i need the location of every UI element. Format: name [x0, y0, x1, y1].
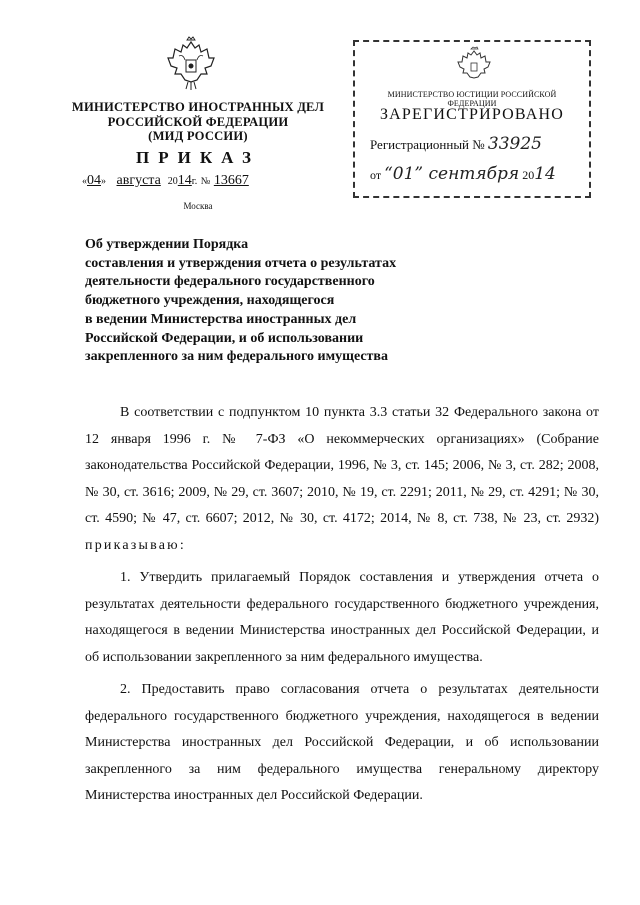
document-date-number: [82, 173, 249, 189]
stamp-ministry: МИНИСТЕРСТВО ЮСТИЦИИ РОССИЙСКОЙ ФЕДЕРАЦИИ: [387, 90, 557, 108]
date-century: 20: [167, 176, 178, 187]
stamp-date-prefix: от: [370, 168, 382, 182]
coat-of-arms-emblem: [163, 36, 219, 92]
stamp-date-year-prefix: 20: [522, 168, 535, 182]
date-month: августа: [116, 173, 161, 188]
stamp-reg-number: 33925: [487, 134, 543, 154]
title-line: бюджетного учреждения, находящегося: [85, 293, 335, 309]
document-body: [85, 400, 599, 810]
registration-stamp: [353, 40, 591, 198]
date-close-quote: »: [101, 176, 106, 187]
date-year: 14: [177, 173, 192, 188]
title-line: Российской Федерации, и об использовании: [85, 330, 364, 346]
title-line: деятельности федерального государственного: [85, 274, 375, 290]
stamp-date: [370, 164, 556, 184]
date-open-quote: «: [82, 176, 87, 187]
item-1-paragraph: 1. Утвердить прилагаемый Порядок составления и утверждения отчета о результатах деятельности федерального государственного бюджетного учреждения, находящегося в ведении Министерства иностранных дел Российской Федерации, и об использовании закрепленного за ним федерального имущества.: [85, 570, 599, 665]
stamp-date-value: “01” сентября: [384, 164, 520, 184]
preamble-paragraph: [85, 400, 599, 559]
ministry-line-3: (МИД РОССИИ): [148, 129, 248, 143]
title-line: в ведении Министерства иностранных дел: [85, 311, 357, 327]
preamble-text: В соответствии с подпунктом 10 пункта 3.3 статьи 32 Федерального закона от 12 января 1996 г. № 7-ФЗ «О некоммерческих организациях» (Собрание законодательства Российской Федерации, 1996, № 3, ст. 145; 2006, № 3, ст. 282; 2008, № 30, ст. 3616; 2009, № 29, ст. 3607; 2010, № 19, ст. 2291; 2011, № 29, ст. 4291; № 30, ст. 4590; № 47, ст. 6607; 2012, № 30, ст. 4172; 2014, № 8, ст. 738, № 23, ст. 2932): [85, 405, 599, 526]
stamp-reg-label: Регистрационный №: [370, 137, 485, 152]
order-word: приказываю:: [85, 537, 186, 553]
date-day: 04: [87, 173, 101, 188]
stamp-emblem-icon: [454, 46, 494, 86]
title-line: составления и утверждения отчета о результатах: [85, 255, 397, 271]
date-year-suffix: г.: [191, 176, 198, 187]
item-2-paragraph: 2. Предоставить право согласования отчета о результатах деятельности федерального государственного бюджетного учреждения, находящегося в ведении Министерства иностранных дел Российской Федерации, и об использовании закрепленного за ним федерального имущества генеральному директору Министерства иностранных дел Российской Федерации.: [85, 682, 599, 803]
ministry-line-1: МИНИСТЕРСТВО ИНОСТРАННЫХ ДЕЛ: [71, 100, 325, 114]
ministry-line-2: РОССИЙСКОЙ ФЕДЕРАЦИИ: [107, 114, 289, 129]
stamp-registration-number: [370, 134, 542, 154]
title-line: Об утверждении Порядка: [85, 237, 249, 252]
stamp-title: ЗАРЕГИСТРИРОВАНО: [379, 106, 565, 123]
number-sign: №: [200, 176, 211, 187]
city-name: Москва: [183, 201, 213, 211]
title-line: закрепленного за ним федерального имущества: [85, 349, 388, 365]
document-number: 13667: [213, 173, 249, 188]
stamp-date-year: 14: [534, 164, 556, 184]
document-title: [85, 236, 505, 367]
document-type: ПРИКАЗ: [136, 148, 260, 167]
ministry-name: [70, 100, 326, 144]
